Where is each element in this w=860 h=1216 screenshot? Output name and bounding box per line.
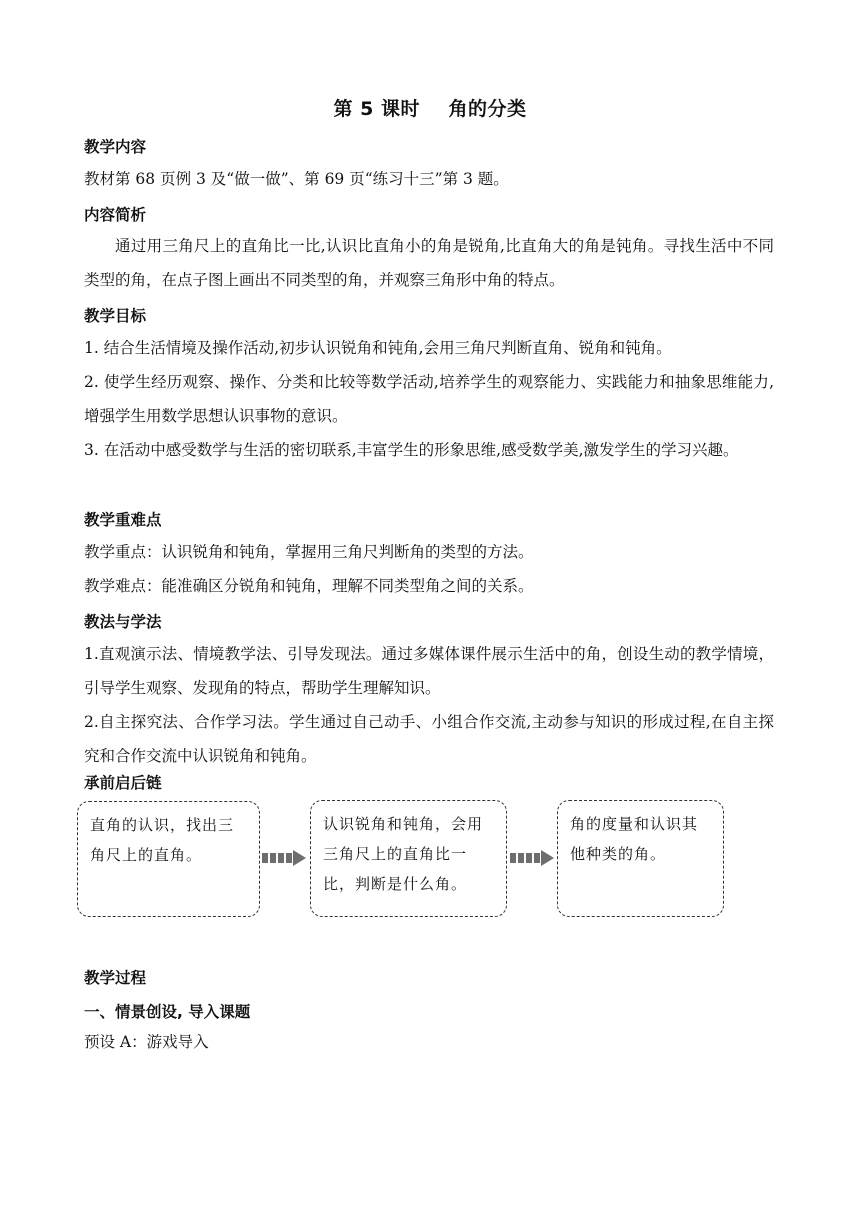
heading-teaching-process: 教学过程 bbox=[84, 969, 147, 987]
difficult-point-text: 教学难点：能准确区分锐角和钝角，理解不同类型角之间的关系。 bbox=[84, 577, 534, 595]
heading-content-analysis: 内容简析 bbox=[84, 206, 147, 224]
flow-box-previous: 直角的认识，找出三角尺上的直角。 bbox=[77, 801, 260, 917]
heading-teaching-goals: 教学目标 bbox=[84, 307, 147, 325]
content-analysis-text: 通过用三角尺上的直角比一比,认识比直角小的角是锐角,比直角大的角是钝角。寻找生活中不同类型的角，在点子图上画出不同类型的角，并观察三角形中角的特点。 bbox=[84, 237, 774, 289]
preset-a-text: 预设 A：游戏导入 bbox=[84, 1033, 209, 1051]
heading-links: 承前启后链 bbox=[84, 774, 162, 792]
method-item-1: 1.直观演示法、情境教学法、引导发现法。通过多媒体课件展示生活中的角，创设生动的教学情境，引导学生观察、发现角的特点，帮助学生理解知识。 bbox=[84, 645, 774, 697]
flow-box-next: 角的度量和认识其他种类的角。 bbox=[557, 800, 724, 917]
arrow-right-icon bbox=[262, 849, 308, 867]
goal-item-2: 2. 使学生经历观察、操作、分类和比较等数学活动,培养学生的观察能力、实践能力和抽象思维能力,增强学生用数学思想认识事物的意识。 bbox=[84, 373, 774, 425]
heading-key-points: 教学重难点 bbox=[84, 511, 162, 529]
key-point-text: 教学重点：认识锐角和钝角，掌握用三角尺判断角的类型的方法。 bbox=[84, 543, 534, 561]
heading-teaching-content: 教学内容 bbox=[84, 138, 147, 156]
goal-item-3: 3. 在活动中感受数学与生活的密切联系,丰富学生的形象思维,感受数学美,激发学生的学习兴趣。 bbox=[84, 441, 739, 459]
heading-methods: 教法与学法 bbox=[84, 613, 162, 631]
method-item-2: 2.自主探究法、合作学习法。学生通过自己动手、小组合作交流,主动参与知识的形成过程,在自主探究和合作交流中认识锐角和钝角。 bbox=[84, 713, 774, 765]
teaching-content-text: 教材第 68 页例 3 及“做一做”、第 69 页“练习十三”第 3 题。 bbox=[84, 170, 509, 188]
process-step-heading: 一、情景创设, 导入课题 bbox=[84, 1003, 251, 1021]
goal-item-1: 1. 结合生活情境及操作活动,初步认识锐角和钝角,会用三角尺判断直角、锐角和钝角。 bbox=[84, 339, 672, 357]
arrow-right-icon bbox=[510, 849, 556, 867]
flow-box-current: 认识锐角和钝角，会用三角尺上的直角比一比，判断是什么角。 bbox=[310, 800, 507, 917]
page-title: 第 5 课时 角的分类 bbox=[333, 98, 527, 120]
